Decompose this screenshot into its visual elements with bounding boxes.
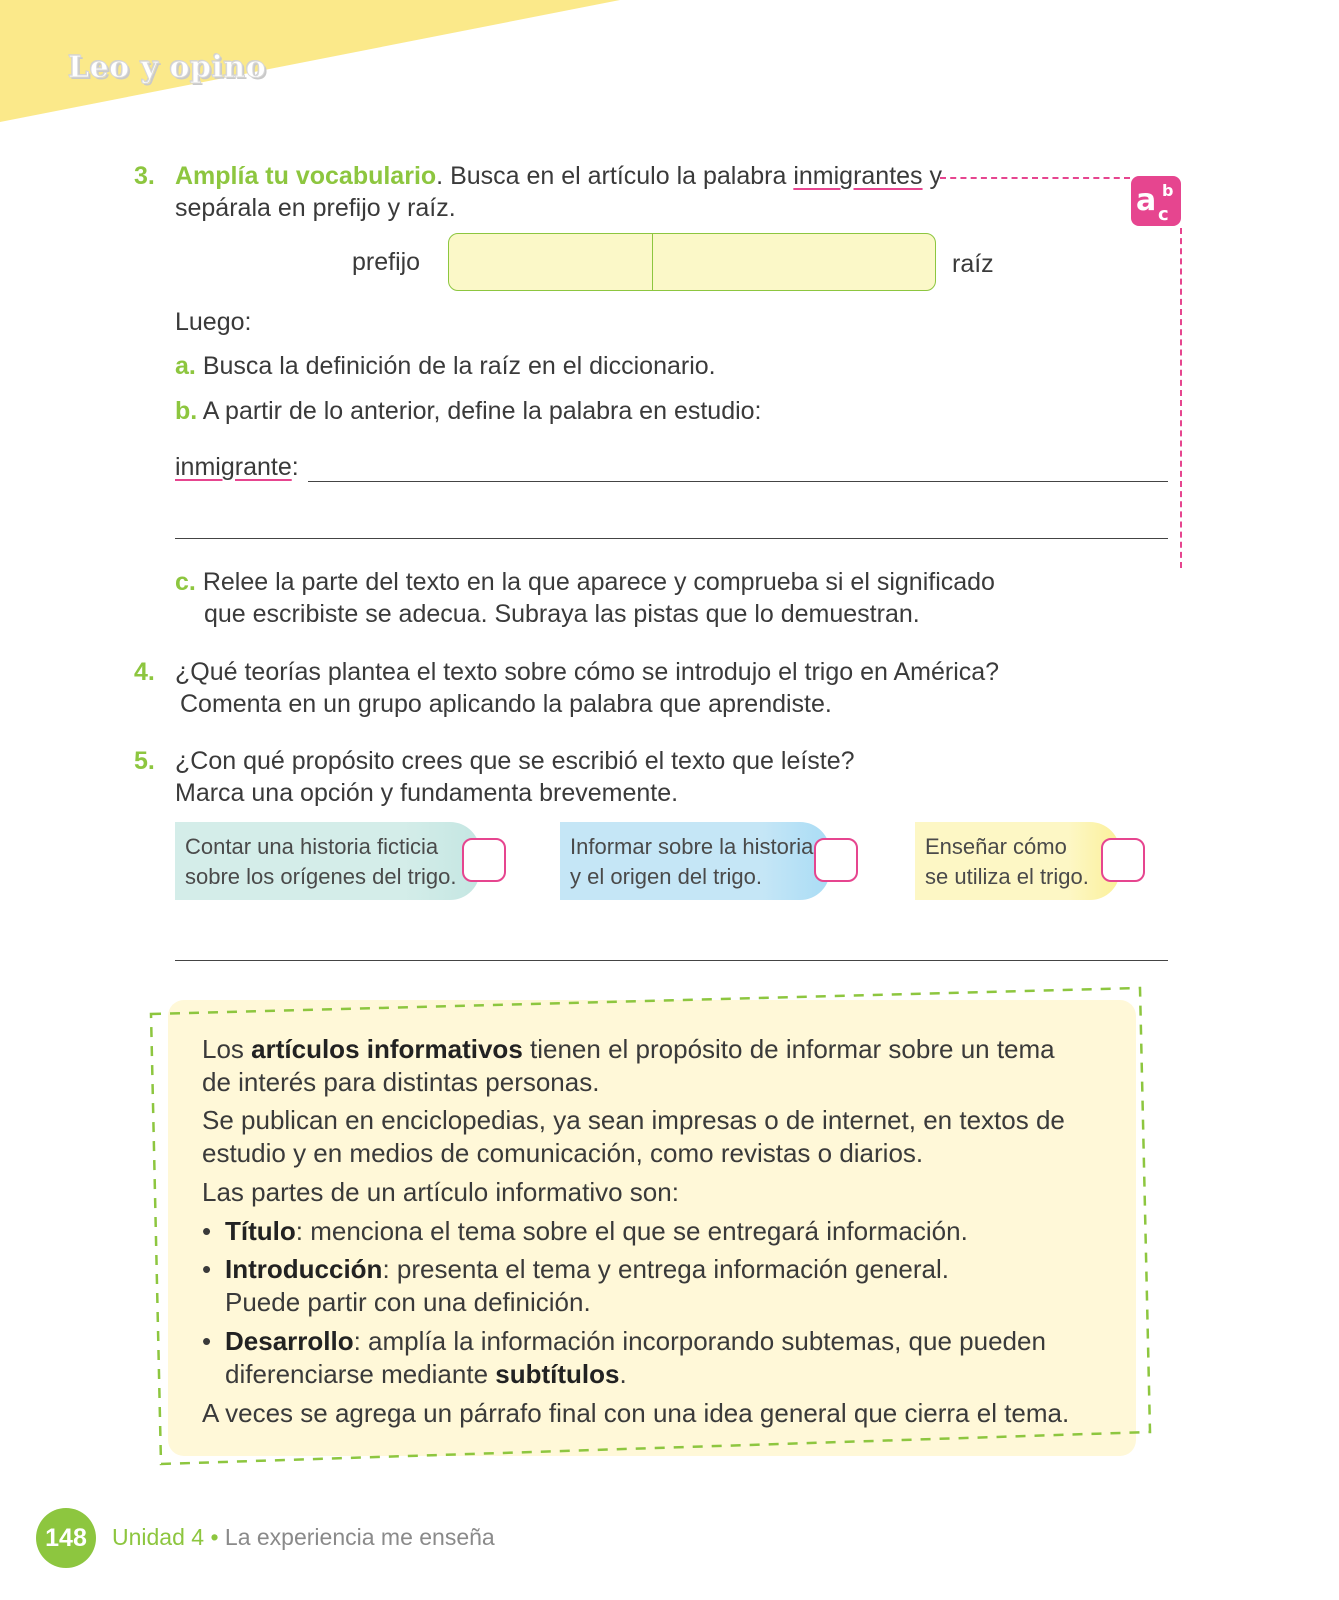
option-1-checkbox[interactable]: [462, 838, 506, 882]
option-3-line2: se utiliza el trigo.: [925, 864, 1089, 889]
q3-c-line1: Relee la parte del texto en la que aparece y comprueba si el significado: [202, 568, 995, 596]
bullet-2-bold: Introducción: [225, 1254, 383, 1284]
footer-unit-title: La experiencia me enseña: [224, 1524, 495, 1550]
q3-a-letter: a.: [175, 352, 196, 380]
info-p3: Las partes de un artículo informativo son:: [202, 1177, 679, 1207]
q3-c-line2: que escribiste se adecua. Subraya las pistas que lo demuestran.: [204, 600, 920, 628]
info-p2-line2: estudio y en medios de comunicación, como revistas o diarios.: [202, 1138, 924, 1168]
bullet-dot-1: •: [202, 1216, 212, 1246]
bullet-3-text: : amplía la información incorporando subtemas, que pueden: [353, 1326, 1046, 1356]
option-2-line2: y el origen del trigo.: [570, 864, 762, 889]
bullet-dot-2: •: [202, 1254, 212, 1284]
q5-line2: Marca una opción y fundamenta brevemente.: [175, 779, 679, 807]
bullet-3-line2-bold: subtítulos: [495, 1359, 620, 1389]
info-p1-bold: artículos informativos: [251, 1034, 523, 1064]
info-p1-b: tienen el propósito de informar sobre un tema: [522, 1034, 1055, 1064]
q4-number: 4.: [134, 658, 155, 686]
q3-b-text: A partir de lo anterior, define la palabra en estudio:: [202, 397, 762, 425]
label-root: raíz: [952, 250, 994, 278]
q5-line1: ¿Con qué propósito crees que se escribió el texto que leíste?: [175, 747, 855, 775]
bullet-dot-3: •: [202, 1326, 212, 1356]
q3-text-a: . Busca en el artículo la palabra: [436, 162, 794, 190]
connector-line-horizontal: [940, 177, 1130, 179]
info-p1-a: Los: [202, 1034, 252, 1064]
then-label: Luego:: [175, 308, 252, 336]
option-2-checkbox[interactable]: [814, 838, 858, 882]
define-colon: :: [291, 453, 299, 481]
bullet-3-line2-b: .: [619, 1359, 627, 1389]
label-prefix: prefijo: [352, 248, 421, 276]
q3-b-letter: b.: [175, 397, 198, 425]
footer-bullet: •: [210, 1524, 219, 1550]
option-3-line1: Enseñar cómo: [925, 834, 1067, 859]
info-closing: A veces se agrega un párrafo final con una idea general que cierra el tema.: [202, 1398, 1070, 1428]
option-fictional-story[interactable]: [175, 822, 480, 900]
section-title: Leo y opino: [68, 50, 267, 85]
connector-line-vertical: [1180, 228, 1182, 568]
word-split-divider: [652, 234, 653, 290]
vocabulary-abc-icon: [1131, 176, 1181, 226]
q3-line2: sepárala en prefijo y raíz.: [175, 194, 456, 222]
info-p1-line2: de interés para distintas personas.: [202, 1067, 600, 1097]
q3-line1: [175, 160, 942, 192]
bullet-1-bold: Título: [225, 1216, 296, 1246]
define-word: inmigrante: [175, 453, 292, 481]
info-bullet-2: [225, 1253, 949, 1286]
option-2-line1: Informar sobre la historia: [570, 834, 814, 859]
q3-item-c: [175, 566, 995, 598]
q3-word: inmigrantes: [793, 162, 923, 190]
q3-title: Amplía tu vocabulario: [175, 162, 437, 190]
q3-item-b: [175, 395, 762, 427]
bullet-1-text: : menciona el tema sobre el que se entregará información.: [295, 1216, 968, 1246]
svg-text:a: a: [1136, 183, 1157, 218]
define-label: [175, 451, 299, 483]
bullet-3-line2-a: diferenciarse mediante: [225, 1359, 496, 1389]
q3-text-b: y: [922, 162, 943, 190]
answer-line-1[interactable]: [308, 481, 1168, 482]
info-p1-line1: [202, 1033, 1055, 1066]
option-inform-history[interactable]: [560, 822, 830, 900]
bullet-2-text: : presenta el tema y entrega información general.: [382, 1254, 949, 1284]
word-split-box[interactable]: [448, 233, 936, 291]
answer-line-3[interactable]: [175, 960, 1168, 961]
svg-text:c: c: [1158, 204, 1169, 225]
page-number: 148: [36, 1508, 96, 1568]
q3-a-text: Busca la definición de la raíz en el diccionario.: [202, 352, 716, 380]
footer-unit: Unidad 4: [112, 1524, 205, 1550]
info-bullet-1: [225, 1215, 968, 1248]
option-3-checkbox[interactable]: [1101, 838, 1145, 882]
footer-unit-line: [112, 1524, 495, 1551]
info-p2-line1: Se publican en enciclopedias, ya sean impresas o de internet, en textos de: [202, 1105, 1065, 1135]
q3-number: 3.: [134, 162, 155, 190]
info-bullet-3: [225, 1325, 1046, 1358]
q3-item-a: [175, 350, 716, 382]
svg-text:b: b: [1162, 181, 1174, 200]
info-bullet-3-line2: [225, 1358, 627, 1391]
option-teach-use[interactable]: [915, 822, 1120, 900]
q5-number: 5.: [134, 747, 155, 775]
info-bullet-2-line2: Puede partir con una definición.: [225, 1287, 591, 1317]
q4-line1: ¿Qué teorías plantea el texto sobre cómo se introdujo el trigo en América?: [175, 658, 1000, 686]
bullet-3-bold: Desarrollo: [225, 1326, 354, 1356]
option-1-line2: sobre los orígenes del trigo.: [185, 864, 457, 889]
option-1-line1: Contar una historia ficticia: [185, 834, 439, 859]
answer-line-2[interactable]: [175, 538, 1168, 539]
q4-line2: Comenta en un grupo aplicando la palabra que aprendiste.: [180, 690, 832, 718]
q3-c-letter: c.: [175, 568, 196, 596]
